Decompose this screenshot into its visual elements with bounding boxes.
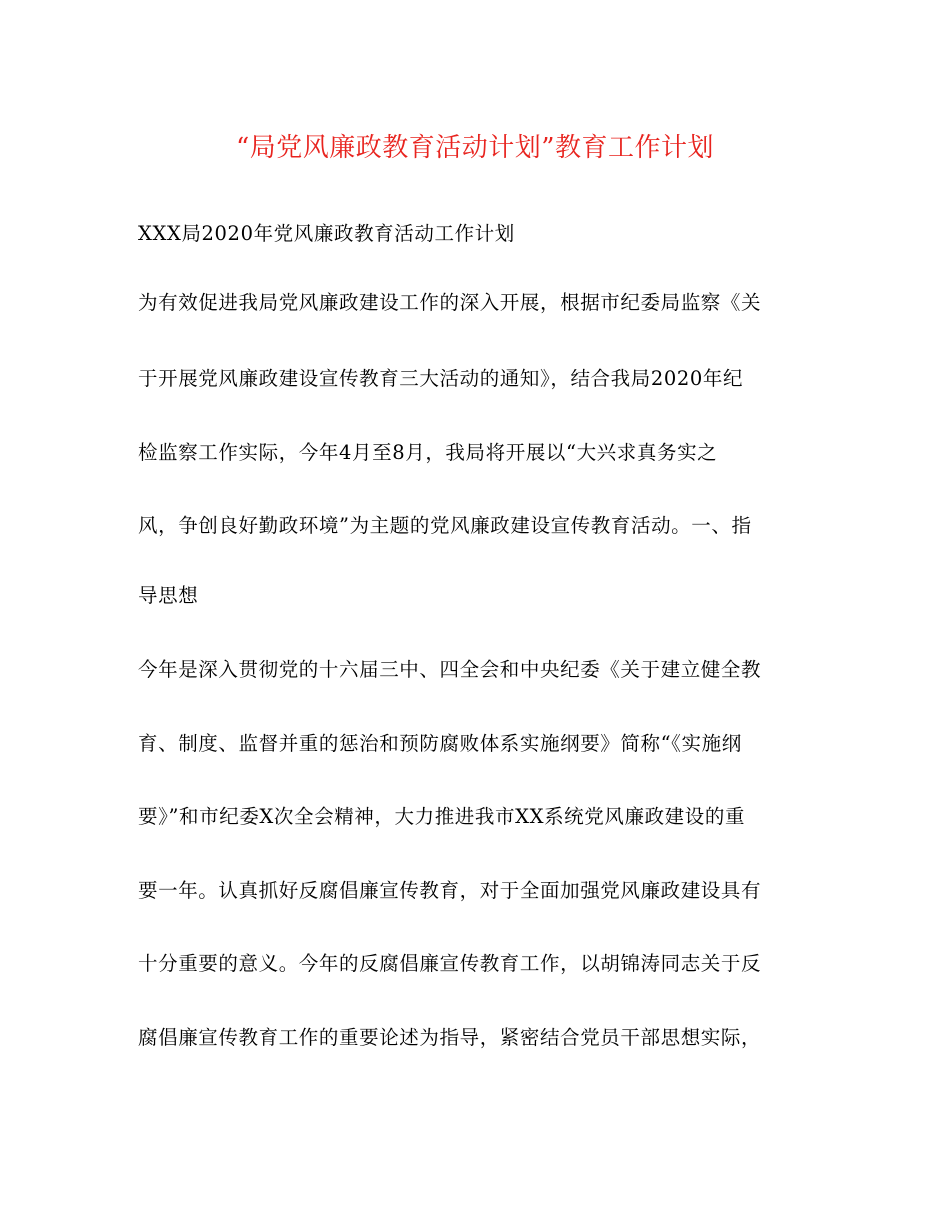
body-line: 为有效促进我局党风廉政建设工作的深入开展，根据市纪委局监察《关 [138, 291, 762, 314]
document-title: “局党风廉政教育活动计划”教育工作计划 [235, 133, 715, 163]
body-line: 于开展党风廉政建设宣传教育三大活动的通知》，结合我局2020年纪 [138, 367, 744, 390]
body-line: 十分重要的意义。今年的反腐倡廉宣传教育工作，以胡锦涛同志关于反 [138, 952, 762, 975]
body-line: 今年是深入贯彻党的十六届三中、四全会和中央纪委《关于建立健全教 [138, 658, 762, 681]
body-line: 风，争创良好勤政环境”为主题的党风廉政建设宣传教育活动。一、指 [138, 514, 752, 537]
body-line: 要》”和市纪委X次全会精神，大力推进我市XX系统党风廉政建设的重 [138, 805, 746, 828]
subtitle-line: XXX局2020年党风廉政教育活动工作计划 [138, 222, 515, 245]
body-line: 育、制度、监督并重的惩治和预防腐败体系实施纲要》简称“《实施纲 [138, 732, 742, 755]
section-heading-line: 导思想 [138, 584, 199, 607]
body-line: 要一年。认真抓好反腐倡廉宣传教育，对于全面加强党风廉政建设具有 [138, 879, 762, 902]
body-line: 腐倡廉宣传教育工作的重要论述为指导，紧密结合党员干部思想实际， [138, 1026, 762, 1049]
body-line: 检监察工作实际，今年4月至8月，我局将开展以“大兴求真务实之 [138, 441, 718, 464]
